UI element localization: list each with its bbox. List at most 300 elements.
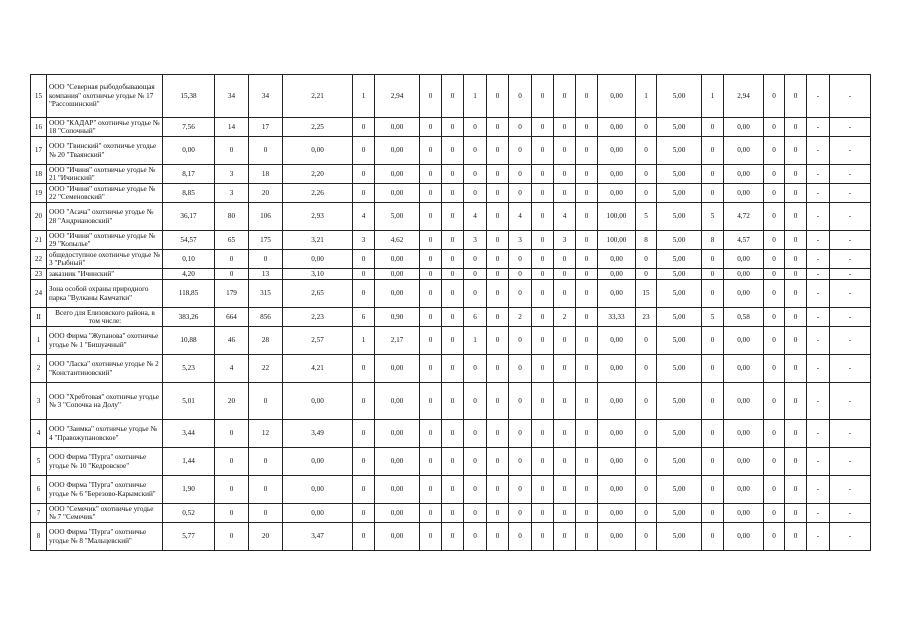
row-number-cell: 1: [31, 327, 47, 355]
row-number-cell: 21: [31, 231, 47, 250]
value-cell: 1: [353, 75, 375, 118]
value-cell: 0: [576, 203, 598, 231]
value-cell: 0,00: [375, 250, 420, 269]
value-cell: 100,00: [598, 231, 636, 250]
value-cell: 0: [487, 420, 509, 448]
value-cell: -: [830, 250, 871, 269]
value-cell: 0,00: [283, 476, 353, 504]
value-cell: 0: [764, 420, 785, 448]
value-cell: 3,10: [283, 269, 353, 280]
row-number-cell: 16: [31, 118, 47, 137]
value-cell: 10,88: [163, 327, 215, 355]
value-cell: 0: [420, 523, 442, 551]
value-cell: 0: [702, 280, 724, 308]
value-cell: 0: [353, 165, 375, 184]
table-row: [31, 420, 871, 448]
value-cell: 0: [353, 523, 375, 551]
value-cell: 0: [702, 504, 724, 523]
value-cell: -: [830, 448, 871, 476]
value-cell: 3,21: [283, 231, 353, 250]
value-cell: 0: [702, 269, 724, 280]
value-cell: 0,00: [598, 250, 636, 269]
value-cell: 0,00: [724, 355, 764, 383]
value-cell: 0: [702, 137, 724, 165]
value-cell: 0: [702, 355, 724, 383]
value-cell: 0: [785, 355, 807, 383]
value-cell: 0: [353, 355, 375, 383]
value-cell: 0,00: [598, 448, 636, 476]
value-cell: 0: [509, 75, 532, 118]
value-cell: 0: [215, 269, 249, 280]
value-cell: 0: [487, 327, 509, 355]
value-cell: 0: [249, 476, 283, 504]
value-cell: -: [807, 231, 830, 250]
value-cell: -: [807, 327, 830, 355]
value-cell: 8,85: [163, 184, 215, 203]
table-row: [31, 355, 871, 383]
value-cell: 2,25: [283, 118, 353, 137]
value-cell: 0: [532, 250, 554, 269]
value-cell: 0: [464, 383, 487, 420]
value-cell: 0,00: [375, 184, 420, 203]
value-cell: -: [830, 476, 871, 504]
value-cell: 383,26: [163, 308, 215, 327]
value-cell: -: [830, 231, 871, 250]
value-cell: 5,00: [657, 448, 702, 476]
value-cell: 0: [576, 280, 598, 308]
value-cell: 0: [764, 308, 785, 327]
value-cell: -: [830, 523, 871, 551]
value-cell: 0,00: [724, 327, 764, 355]
value-cell: 0: [249, 137, 283, 165]
value-cell: 5,23: [163, 355, 215, 383]
value-cell: 0: [764, 327, 785, 355]
value-cell: 0: [764, 75, 785, 118]
value-cell: 22: [249, 355, 283, 383]
value-cell: 0: [764, 203, 785, 231]
value-cell: 0,00: [375, 504, 420, 523]
value-cell: 0: [554, 250, 576, 269]
value-cell: 0: [353, 280, 375, 308]
value-cell: 0,00: [598, 383, 636, 420]
value-cell: 0: [576, 504, 598, 523]
organization-name-cell: ООО "Гвинский" охотничье угодье № 20 "Тваянский": [47, 137, 163, 165]
value-cell: 5: [702, 203, 724, 231]
value-cell: 4: [215, 355, 249, 383]
value-cell: 0: [576, 269, 598, 280]
value-cell: 5,01: [163, 383, 215, 420]
table-row: [31, 383, 871, 420]
value-cell: 0: [249, 448, 283, 476]
value-cell: 0: [442, 476, 464, 504]
value-cell: 1,44: [163, 448, 215, 476]
value-cell: 0,00: [598, 280, 636, 308]
value-cell: 0,00: [598, 137, 636, 165]
value-cell: 0: [636, 383, 657, 420]
value-cell: 0: [442, 523, 464, 551]
value-cell: 0: [576, 523, 598, 551]
value-cell: 0: [576, 184, 598, 203]
value-cell: 0,00: [375, 476, 420, 504]
value-cell: 23: [636, 308, 657, 327]
value-cell: -: [807, 476, 830, 504]
value-cell: -: [830, 203, 871, 231]
value-cell: 3: [509, 231, 532, 250]
value-cell: 0: [509, 118, 532, 137]
value-cell: 0: [509, 383, 532, 420]
value-cell: 5,00: [657, 231, 702, 250]
value-cell: 0: [420, 118, 442, 137]
table-row: [31, 504, 871, 523]
value-cell: 0: [785, 203, 807, 231]
value-cell: 0,00: [283, 250, 353, 269]
value-cell: 0: [785, 327, 807, 355]
value-cell: 0: [576, 118, 598, 137]
value-cell: 2,26: [283, 184, 353, 203]
value-cell: -: [830, 184, 871, 203]
value-cell: 0: [702, 250, 724, 269]
value-cell: 0: [215, 250, 249, 269]
value-cell: -: [807, 280, 830, 308]
value-cell: 0,00: [724, 476, 764, 504]
value-cell: 0: [532, 184, 554, 203]
value-cell: 0: [464, 137, 487, 165]
value-cell: 0: [532, 448, 554, 476]
value-cell: 0: [554, 269, 576, 280]
value-cell: 0: [764, 355, 785, 383]
value-cell: 0: [353, 504, 375, 523]
value-cell: 0: [464, 184, 487, 203]
value-cell: 5,00: [657, 165, 702, 184]
value-cell: 0: [554, 420, 576, 448]
value-cell: 0,10: [163, 250, 215, 269]
value-cell: -: [807, 308, 830, 327]
organization-name-cell: ООО "Северная рыбодобывающая компания" охотничье угодье № 17 "Рассошинский": [47, 75, 163, 118]
value-cell: 0: [764, 231, 785, 250]
value-cell: 0: [636, 448, 657, 476]
row-number-cell: 19: [31, 184, 47, 203]
value-cell: 0,00: [724, 280, 764, 308]
value-cell: 0: [215, 137, 249, 165]
value-cell: -: [807, 137, 830, 165]
row-number-cell: 18: [31, 165, 47, 184]
value-cell: 0: [576, 165, 598, 184]
value-cell: -: [807, 269, 830, 280]
value-cell: 0: [420, 420, 442, 448]
table-row: [31, 523, 871, 551]
value-cell: 0: [785, 280, 807, 308]
value-cell: 0,00: [598, 184, 636, 203]
value-cell: 0: [353, 250, 375, 269]
value-cell: 0: [353, 476, 375, 504]
value-cell: 20: [249, 523, 283, 551]
value-cell: 0: [420, 383, 442, 420]
value-cell: 0: [420, 327, 442, 355]
value-cell: 0: [509, 280, 532, 308]
value-cell: 36,17: [163, 203, 215, 231]
value-cell: 5,00: [375, 203, 420, 231]
value-cell: 0: [353, 448, 375, 476]
value-cell: 0: [554, 476, 576, 504]
value-cell: 0: [487, 504, 509, 523]
value-cell: 0: [532, 75, 554, 118]
value-cell: 0,00: [375, 448, 420, 476]
value-cell: 0: [785, 165, 807, 184]
value-cell: 3: [554, 231, 576, 250]
value-cell: -: [830, 504, 871, 523]
value-cell: 0: [702, 523, 724, 551]
value-cell: 0: [464, 250, 487, 269]
value-cell: 3: [464, 231, 487, 250]
value-cell: 0: [702, 184, 724, 203]
value-cell: 1: [702, 75, 724, 118]
value-cell: 0: [420, 250, 442, 269]
organization-name-cell: ООО "Асача" охотничье угодье № 28 "Андриановский": [47, 203, 163, 231]
value-cell: 0,00: [724, 448, 764, 476]
value-cell: 0: [464, 355, 487, 383]
value-cell: 0,00: [724, 250, 764, 269]
value-cell: 0: [785, 448, 807, 476]
value-cell: 3,49: [283, 420, 353, 448]
value-cell: 0: [487, 184, 509, 203]
value-cell: -: [830, 280, 871, 308]
value-cell: 5: [636, 203, 657, 231]
value-cell: 0: [532, 118, 554, 137]
value-cell: -: [830, 75, 871, 118]
row-number-cell: 7: [31, 504, 47, 523]
table-row: [31, 184, 871, 203]
row-number-cell: 15: [31, 75, 47, 118]
value-cell: 33,33: [598, 308, 636, 327]
value-cell: 0: [509, 420, 532, 448]
value-cell: 0: [487, 308, 509, 327]
value-cell: 0,00: [724, 269, 764, 280]
value-cell: 0: [215, 523, 249, 551]
value-cell: 0: [785, 250, 807, 269]
value-cell: 0: [554, 504, 576, 523]
value-cell: 8: [702, 231, 724, 250]
value-cell: 0,00: [598, 75, 636, 118]
value-cell: 0: [532, 523, 554, 551]
value-cell: -: [807, 420, 830, 448]
value-cell: 5,00: [657, 504, 702, 523]
value-cell: 0: [576, 231, 598, 250]
value-cell: 0,00: [283, 137, 353, 165]
value-cell: 1: [464, 327, 487, 355]
value-cell: -: [830, 165, 871, 184]
value-cell: 0: [554, 355, 576, 383]
value-cell: 856: [249, 308, 283, 327]
value-cell: 0,00: [724, 137, 764, 165]
value-cell: 0: [785, 383, 807, 420]
value-cell: 100,00: [598, 203, 636, 231]
value-cell: 0,00: [724, 504, 764, 523]
value-cell: 0: [464, 420, 487, 448]
value-cell: 0: [442, 308, 464, 327]
value-cell: 0: [532, 420, 554, 448]
value-cell: 0,00: [375, 137, 420, 165]
row-number-cell: 8: [31, 523, 47, 551]
value-cell: 6: [464, 308, 487, 327]
value-cell: 0: [532, 280, 554, 308]
value-cell: 0: [215, 476, 249, 504]
value-cell: 0: [464, 280, 487, 308]
value-cell: 5,00: [657, 355, 702, 383]
value-cell: 0,00: [283, 383, 353, 420]
value-cell: 3,44: [163, 420, 215, 448]
value-cell: 0: [420, 231, 442, 250]
value-cell: 0: [442, 448, 464, 476]
value-cell: 0: [420, 203, 442, 231]
value-cell: 0: [442, 137, 464, 165]
value-cell: 5,00: [657, 75, 702, 118]
value-cell: 0: [764, 137, 785, 165]
table-row: [31, 476, 871, 504]
value-cell: 0: [487, 476, 509, 504]
value-cell: 0,00: [375, 118, 420, 137]
row-number-cell: 2: [31, 355, 47, 383]
value-cell: 0: [785, 476, 807, 504]
value-cell: 0,00: [724, 118, 764, 137]
value-cell: 0: [464, 165, 487, 184]
value-cell: 0: [532, 269, 554, 280]
table-row: [31, 231, 871, 250]
organization-name-cell: ООО "Заимка" охотничье угодье № 4 "Правожупановское": [47, 420, 163, 448]
value-cell: 0: [785, 231, 807, 250]
value-cell: 0: [532, 231, 554, 250]
value-cell: 0: [764, 523, 785, 551]
value-cell: 2,94: [375, 75, 420, 118]
value-cell: 13: [249, 269, 283, 280]
row-number-cell: 23: [31, 269, 47, 280]
value-cell: 0: [636, 504, 657, 523]
value-cell: -: [830, 308, 871, 327]
value-cell: -: [807, 383, 830, 420]
value-cell: 0,90: [375, 308, 420, 327]
table-row: [31, 165, 871, 184]
value-cell: 0,00: [598, 165, 636, 184]
value-cell: 0: [576, 383, 598, 420]
value-cell: 0: [532, 355, 554, 383]
value-cell: 0: [420, 280, 442, 308]
value-cell: 0: [764, 165, 785, 184]
value-cell: 12: [249, 420, 283, 448]
value-cell: 0: [764, 118, 785, 137]
value-cell: 0: [554, 137, 576, 165]
value-cell: 20: [249, 184, 283, 203]
value-cell: 0,00: [283, 448, 353, 476]
value-cell: 0: [249, 383, 283, 420]
value-cell: 6: [353, 308, 375, 327]
value-cell: 0: [420, 184, 442, 203]
value-cell: -: [807, 184, 830, 203]
table-row: [31, 203, 871, 231]
value-cell: -: [807, 203, 830, 231]
value-cell: 0: [764, 250, 785, 269]
value-cell: 0: [464, 448, 487, 476]
value-cell: 0,00: [375, 420, 420, 448]
value-cell: 106: [249, 203, 283, 231]
value-cell: 0: [464, 118, 487, 137]
value-cell: 5,00: [657, 118, 702, 137]
value-cell: 17: [249, 118, 283, 137]
value-cell: 4: [353, 203, 375, 231]
value-cell: 0: [442, 165, 464, 184]
value-cell: 5,00: [657, 420, 702, 448]
value-cell: 0: [442, 118, 464, 137]
value-cell: 0: [249, 250, 283, 269]
value-cell: 2,94: [724, 75, 764, 118]
value-cell: -: [807, 355, 830, 383]
value-cell: -: [807, 118, 830, 137]
value-cell: 0: [554, 75, 576, 118]
value-cell: 3: [215, 165, 249, 184]
data-table: [30, 74, 871, 551]
value-cell: 0,00: [724, 165, 764, 184]
value-cell: 0: [702, 118, 724, 137]
value-cell: 5,00: [657, 308, 702, 327]
organization-name-cell: ООО "Семечик" охотничье угодье № 7 "Семечик": [47, 504, 163, 523]
value-cell: 0: [554, 448, 576, 476]
value-cell: 0: [487, 118, 509, 137]
value-cell: -: [830, 269, 871, 280]
value-cell: 0,00: [724, 184, 764, 203]
value-cell: 0: [487, 448, 509, 476]
value-cell: 0: [636, 269, 657, 280]
value-cell: 0,00: [598, 523, 636, 551]
value-cell: 5,00: [657, 184, 702, 203]
value-cell: 0: [576, 250, 598, 269]
value-cell: 0: [464, 476, 487, 504]
value-cell: 14: [215, 118, 249, 137]
value-cell: 5,00: [657, 383, 702, 420]
value-cell: 0: [785, 269, 807, 280]
value-cell: 0: [636, 165, 657, 184]
value-cell: 5,00: [657, 280, 702, 308]
value-cell: 2,21: [283, 75, 353, 118]
value-cell: 5,00: [657, 523, 702, 551]
value-cell: 5,00: [657, 476, 702, 504]
value-cell: 0: [464, 269, 487, 280]
value-cell: 0,00: [598, 504, 636, 523]
value-cell: 34: [249, 75, 283, 118]
value-cell: -: [807, 448, 830, 476]
value-cell: 118,85: [163, 280, 215, 308]
row-number-cell: 22: [31, 250, 47, 269]
value-cell: 0: [532, 383, 554, 420]
organization-name-cell: ООО "КАДАР" охотничье угодье № 18 "Сопочный": [47, 118, 163, 137]
value-cell: 0: [420, 137, 442, 165]
value-cell: 8,17: [163, 165, 215, 184]
value-cell: 5,00: [657, 137, 702, 165]
value-cell: 0: [464, 523, 487, 551]
document-page: [30, 74, 871, 551]
value-cell: -: [830, 137, 871, 165]
value-cell: 0: [442, 420, 464, 448]
value-cell: 0: [785, 420, 807, 448]
value-cell: 0: [554, 118, 576, 137]
value-cell: 0: [636, 523, 657, 551]
table-row: [31, 118, 871, 137]
value-cell: 0: [353, 420, 375, 448]
value-cell: 0: [702, 420, 724, 448]
value-cell: -: [807, 250, 830, 269]
value-cell: 0: [442, 280, 464, 308]
value-cell: 2,93: [283, 203, 353, 231]
value-cell: -: [830, 118, 871, 137]
value-cell: 2,65: [283, 280, 353, 308]
value-cell: 65: [215, 231, 249, 250]
